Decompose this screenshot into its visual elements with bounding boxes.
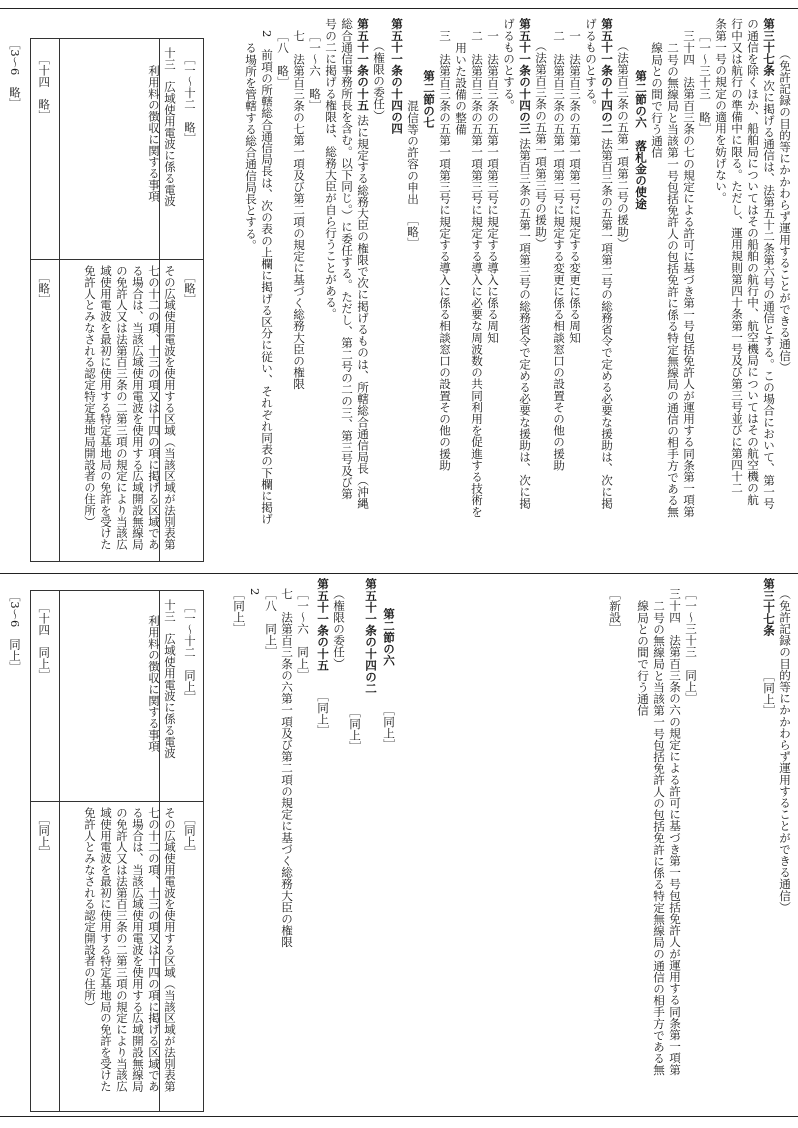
- cur-table-row2-lower-f: 免許人とみなされる認定開設者の住所）: [83, 807, 97, 1013]
- table-row2-upper-b: 利用料の徴収に関する事項: [147, 65, 161, 202]
- cur-delegation-caption: （権限の委任）: [332, 588, 346, 670]
- a51-15-para2: 2 前項の所轄総合通信局長は、次の表の上欄に掲げる区分に従い、それぞれ同表の下欄に掲げ: [260, 30, 274, 525]
- table-row1-upper: ［一～十二 略］: [183, 53, 197, 145]
- side-note: ［3～6 略］: [8, 38, 22, 110]
- table-row3-upper: ［十四 略］: [37, 53, 52, 122]
- a51-15-para2b: る場所を管轄する総合通信局長とする。: [244, 42, 258, 251]
- a37-line2: の通信を除くほか、船舶局についてはその船舶の航行中、航空機局についてはその航空機の航: [746, 18, 760, 506]
- table-row2-lower-a: その広域使用電波を使用する区域（当該区域が法別表第: [163, 265, 177, 550]
- a51-14-3-caption: （法第百三条の五第一項第三号の援助）: [534, 40, 548, 249]
- jurisdiction-table: [30, 38, 204, 562]
- a37-title: 第三十七条: [762, 18, 776, 76]
- cur-a37-caption: （免許記録の目的等にかかわらず運用することができる通信）: [778, 588, 792, 913]
- a51-14-3-text: [518, 18, 532, 563]
- cur-sec6-title: 第二節の六: [382, 608, 396, 666]
- cur-a37-item-range: ［一～三十三 同上］: [684, 588, 698, 704]
- table-divider-horizontal: [31, 259, 203, 260]
- cur-table-row2-upper-a: 十三 広域使用電波に係る電波: [163, 599, 177, 759]
- a37-item-range: ［一～三十三 略］: [698, 30, 712, 135]
- cur-a51-15-range: ［一～六 同上］: [296, 588, 310, 681]
- cur-new-label: ［新設］: [608, 588, 622, 635]
- cur-table-row2-lower-a: その広域使用電波を使用する区域（当該区域が法別表第: [163, 807, 177, 1092]
- cur-table-row2-lower-b: 七の十二の項、十三の項又は十四の項に掲げる区域であ: [147, 807, 161, 1092]
- sec7-title: 第二節の七: [422, 70, 436, 128]
- cur-table-row2-lower-c: る場合は、当該広域使用電波を使用する広域開設無線局: [131, 807, 145, 1092]
- table-divider-row3: [59, 39, 60, 561]
- cur-a51-15-same: ［同上］: [316, 690, 330, 737]
- a37-body: 次に掲げる通信は、法第五十二条第六号の通信とする。この場合において、第一号: [762, 79, 776, 509]
- table-row2-lower-f: 免許人とみなされる認定特定基地局開設者の住所）: [83, 265, 97, 528]
- a51-14-4-title: 第五十一条の十四の四: [390, 18, 404, 134]
- a51-14-3-title: 第五十一条の十四の三: [518, 18, 532, 134]
- cur-table-row1-upper: ［一～十二 同上］: [183, 601, 197, 704]
- sec6-title: 第二節の六 落札金の使途: [634, 70, 648, 210]
- cur-a51-15-title: 第五十一条の十五: [316, 578, 330, 671]
- a37-text: [762, 18, 776, 563]
- cur-a51-14-2-same: ［同上］: [348, 706, 362, 753]
- cur-table-row3-upper: ［十四 同上］: [37, 601, 52, 681]
- sec7-omit: ［略］: [406, 214, 420, 249]
- a37-line3: 行中又は航行の準備中に限る。ただし、運用規則第四十条第一号及び第三号並びに第四十二: [730, 18, 744, 494]
- cur-a51-15-item8: ［八 同上］: [264, 588, 278, 658]
- sec7-block: [422, 70, 436, 400]
- cur-a51-15-para2: 2: [248, 588, 262, 596]
- cur-table-divider-horizontal: [31, 801, 203, 802]
- cur-table-row2-lower-e: 域使用電波を最初に使用する特定基地局の免許を受けた: [99, 807, 113, 1092]
- table-row3-lower: ［略］: [37, 271, 52, 306]
- cur-table-row1-lower: ［同上］: [183, 813, 197, 859]
- cur-side-note: ［3～6 同上］: [8, 590, 22, 673]
- a51-15-line3: 号の二に掲げる権限は、総務大臣が自ら行うことがある。: [324, 18, 338, 320]
- a51-14-3-item1: 一 法第百三条の五第一項第三号に規定する導入に係る周知: [486, 30, 500, 344]
- cur-a37-item34-b: 二号の無線局と当該第一号包括免許人の包括免許に係る特定無線局の通信の相手方である無: [652, 600, 666, 1076]
- cur-a37-same: ［同上］: [762, 670, 776, 717]
- a51-14-2-title: 第五十一条の十四の二: [600, 18, 614, 134]
- cur-table-row3-lower: ［同上］: [37, 813, 52, 859]
- a51-14-3-line2: げるものとする。: [502, 18, 516, 111]
- a51-14-2-item1: 一 法第百三条の五第一項第二号に規定する変更に係る周知: [568, 30, 582, 344]
- cur-a37-item34-a: 三十四 法第百三条の六の規定による許可に基づき第一号包括免許人が運用する同条第一項第: [668, 588, 682, 1076]
- a51-14-3-body: 法第百三条の五第一項第三号の総務省令で定める必要な援助は、次に掲: [518, 137, 532, 509]
- cur-jurisdiction-table: [30, 590, 204, 1112]
- a37-caption: （免許記録の目的等にかかわらず運用することができる通信）: [778, 48, 792, 373]
- a51-14-2-body: 法第百三条の五第一項第二号の総務省令で定める必要な援助は、次に掲: [600, 137, 614, 509]
- a37-item34-c: 線局との間で行う通信: [650, 42, 664, 158]
- cur-a51-15-item7: 七 法第百三条の六第一項及び第二項の規定に基づく総務大臣の権限: [280, 588, 294, 948]
- cur-sec6-same: ［同上］: [382, 704, 396, 751]
- a51-15-line2: 総合通信事務所長を含む。以下同じ。）に委任する。ただし、第二号の二の三、第三号及び第: [340, 18, 354, 500]
- a51-14-2-line2: げるものとする。: [584, 18, 598, 111]
- a51-15-title: 第五十一条の十五: [356, 18, 370, 111]
- a51-14-2-item2: 二 法第百三条の五第一項第二号に規定する変更に係る相談窓口の設置その他の援助: [552, 30, 566, 471]
- table-row2-lower-b: 七の十二の項、十三の項又は十四の項に掲げる区域であ: [147, 265, 161, 550]
- table-row2-upper-a: 十三 広域使用電波に係る電波: [163, 47, 177, 207]
- cur-table-row2-lower-d: の免許人又は法第百三条の二第三項の規定により当該広: [115, 807, 129, 1092]
- table-row2-lower-d: の免許人又は法第百三条の二第三項の規定により当該広: [115, 265, 129, 550]
- delegation-caption: （権限の委任）: [372, 40, 386, 122]
- a51-14-3-item2b: 用いた設備の整備: [454, 42, 468, 135]
- a51-15-body: 法に規定する総務大臣の権限で次に掲げるものは、所轄総合通信局長（沖縄: [356, 114, 370, 509]
- table-row1-lower: ［略］: [183, 271, 197, 306]
- cur-a37-item34-c: 線局との間で行う通信: [636, 600, 650, 716]
- a51-15-item8: ［八 略］: [276, 30, 290, 88]
- cur-table-divider-row3: [59, 591, 60, 1111]
- cur-a51-14-2-title: 第五十一条の十四の二: [364, 578, 378, 694]
- cur-a51-15-para2-same: ［同上］: [232, 588, 246, 635]
- a37-item34-a: 三十四 法第百三条の七の規定による許可に基づき第一号包括免許人が運用する同条第一項第: [682, 30, 696, 518]
- a51-14-2-caption: （法第百三条の五第一項第二号の援助）: [616, 40, 630, 249]
- middle-rule: [0, 573, 798, 574]
- sec7-sub: 混信等の許容の申出: [406, 100, 420, 205]
- a37-line4: 条第一号の規定の適用を妨げない。: [714, 18, 728, 204]
- a51-14-2-text: [600, 18, 614, 563]
- a51-14-3-item2: 二 法第百三条の五第一項第三号に規定する導入に必要な周波数の共同利用を促進する技術を: [470, 30, 484, 518]
- a51-15-text: [356, 18, 370, 563]
- a37-item34-b: 二号の無線局と当該第一号包括免許人の包括免許に係る特定無線局の通信の相手方である無: [666, 42, 680, 518]
- cur-a37-title: 第三十七条: [762, 578, 776, 636]
- a51-14-3-item3: 三 法第百三条の五第一項第三号に規定する導入に係る相談窓口の設置その他の援助: [438, 30, 452, 471]
- a51-15-range: ［一～六 略］: [308, 30, 322, 112]
- current-text-panel: [0, 578, 798, 1128]
- table-row2-lower-e: 域使用電波を最初に使用する特定基地局の免許を受けた: [99, 265, 113, 550]
- table-row2-lower-c: る場合は、当該広域使用電波を使用する広域開設無線局: [131, 265, 145, 550]
- sec7-sub-block: [406, 100, 420, 400]
- cur-table-row2-upper-b: 利用料の徴収に関する事項: [147, 615, 161, 752]
- a51-15-item7: 七 法第百三条の七第一項及び第二項の規定に基づく総務大臣の権限: [292, 30, 306, 390]
